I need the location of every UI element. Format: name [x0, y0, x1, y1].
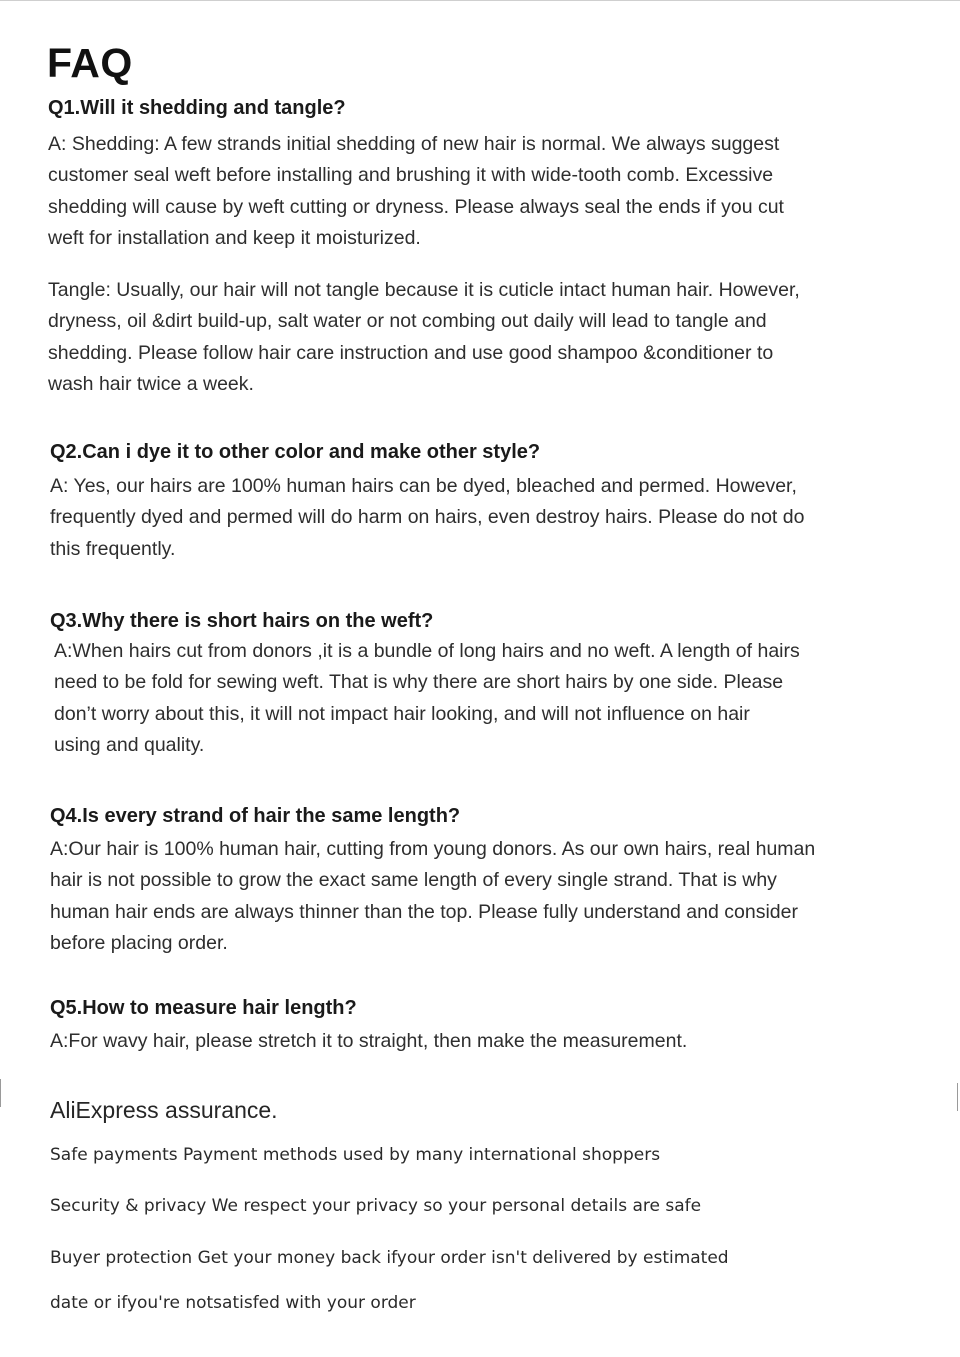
answer-line: dryness, oil &dirt build-up, salt water or not combing out daily will lead to tangle and: [48, 310, 767, 333]
assurance-title: AliExpress assurance.: [50, 1097, 278, 1123]
right-edge-mark: [957, 1083, 958, 1111]
page-title: FAQ: [47, 40, 133, 86]
answer-line: hair is not possible to grow the exact same length of every single strand. That is why: [50, 869, 777, 892]
faq-answer-2: [50, 471, 930, 565]
answer-line: using and quality.: [54, 733, 205, 756]
answer-line: customer seal weft before installing and brushing it with wide-tooth comb. Excessive: [48, 164, 774, 187]
faq-question-1: Q1.Will it shedding and tangle?: [48, 97, 346, 119]
faq-question-4: Q4.Is every strand of hair the same length?: [50, 805, 461, 827]
answer-line: frequently dyed and permed will do harm on hairs, even destroy hairs. Please do not do: [50, 506, 805, 529]
faq-answer-3: [54, 636, 934, 761]
faq-question-5: Q5.How to measure hair length?: [50, 997, 357, 1019]
assurance-safe-payments: Safe payments Payment methods used by many international shoppers: [50, 1145, 661, 1165]
answer-line: Tangle: Usually, our hair will not tangle because it is cuticle intact human hair. However,: [48, 279, 800, 301]
answer-line: don’t worry about this, it will not impact hair looking, and will not influence on hair: [54, 702, 750, 725]
answer-line: this frequently.: [50, 537, 176, 560]
answer-line: A: Shedding: A few strands initial shedding of new hair is normal. We always suggest: [48, 133, 780, 155]
answer-line: human hair ends are always thinner than the top. Please fully understand and consider: [50, 900, 798, 923]
faq-question-3: Q3.Why there is short hairs on the weft?: [50, 610, 434, 632]
assurance-buyer-protection: Buyer protection Get your money back ifyour order isn't delivered by estimated: [50, 1248, 729, 1268]
answer-line: A:For wavy hair, please stretch it to straight, then make the measurement.: [50, 1030, 688, 1052]
faq-question-2: Q2.Can i dye it to other color and make other style?: [50, 441, 541, 463]
answer-line: A: Yes, our hairs are 100% human hairs can be dyed, bleached and permed. However,: [50, 475, 797, 497]
faq-answer-1-paragraph-1: [48, 129, 928, 254]
faq-answer-5: [50, 1026, 930, 1057]
faq-answer-4: [50, 834, 930, 959]
faq-answer-1-paragraph-2: [48, 275, 928, 400]
answer-line: shedding. Please follow hair care instruction and use good shampoo &conditioner to: [48, 341, 774, 364]
answer-line: shedding will cause by weft cutting or dryness. Please always seal the ends if you cut: [48, 195, 784, 218]
answer-line: need to be fold for sewing weft. That is why there are short hairs by one side. Please: [54, 671, 784, 694]
answer-line: before placing order.: [50, 931, 228, 954]
answer-line: wash hair twice a week.: [48, 372, 254, 395]
assurance-buyer-protection-cont: date or ifyou're notsatisfed with your order: [50, 1293, 416, 1313]
assurance-security-privacy: Security & privacy We respect your privacy so your personal details are safe: [50, 1196, 702, 1216]
answer-line: A:When hairs cut from donors ,it is a bundle of long hairs and no weft. A length of hairs: [54, 640, 800, 662]
answer-line: weft for installation and keep it moisturized.: [48, 226, 421, 249]
answer-line: A:Our hair is 100% human hair, cutting from young donors. As our own hairs, real human: [50, 838, 816, 860]
left-edge-mark: [0, 1079, 1, 1107]
